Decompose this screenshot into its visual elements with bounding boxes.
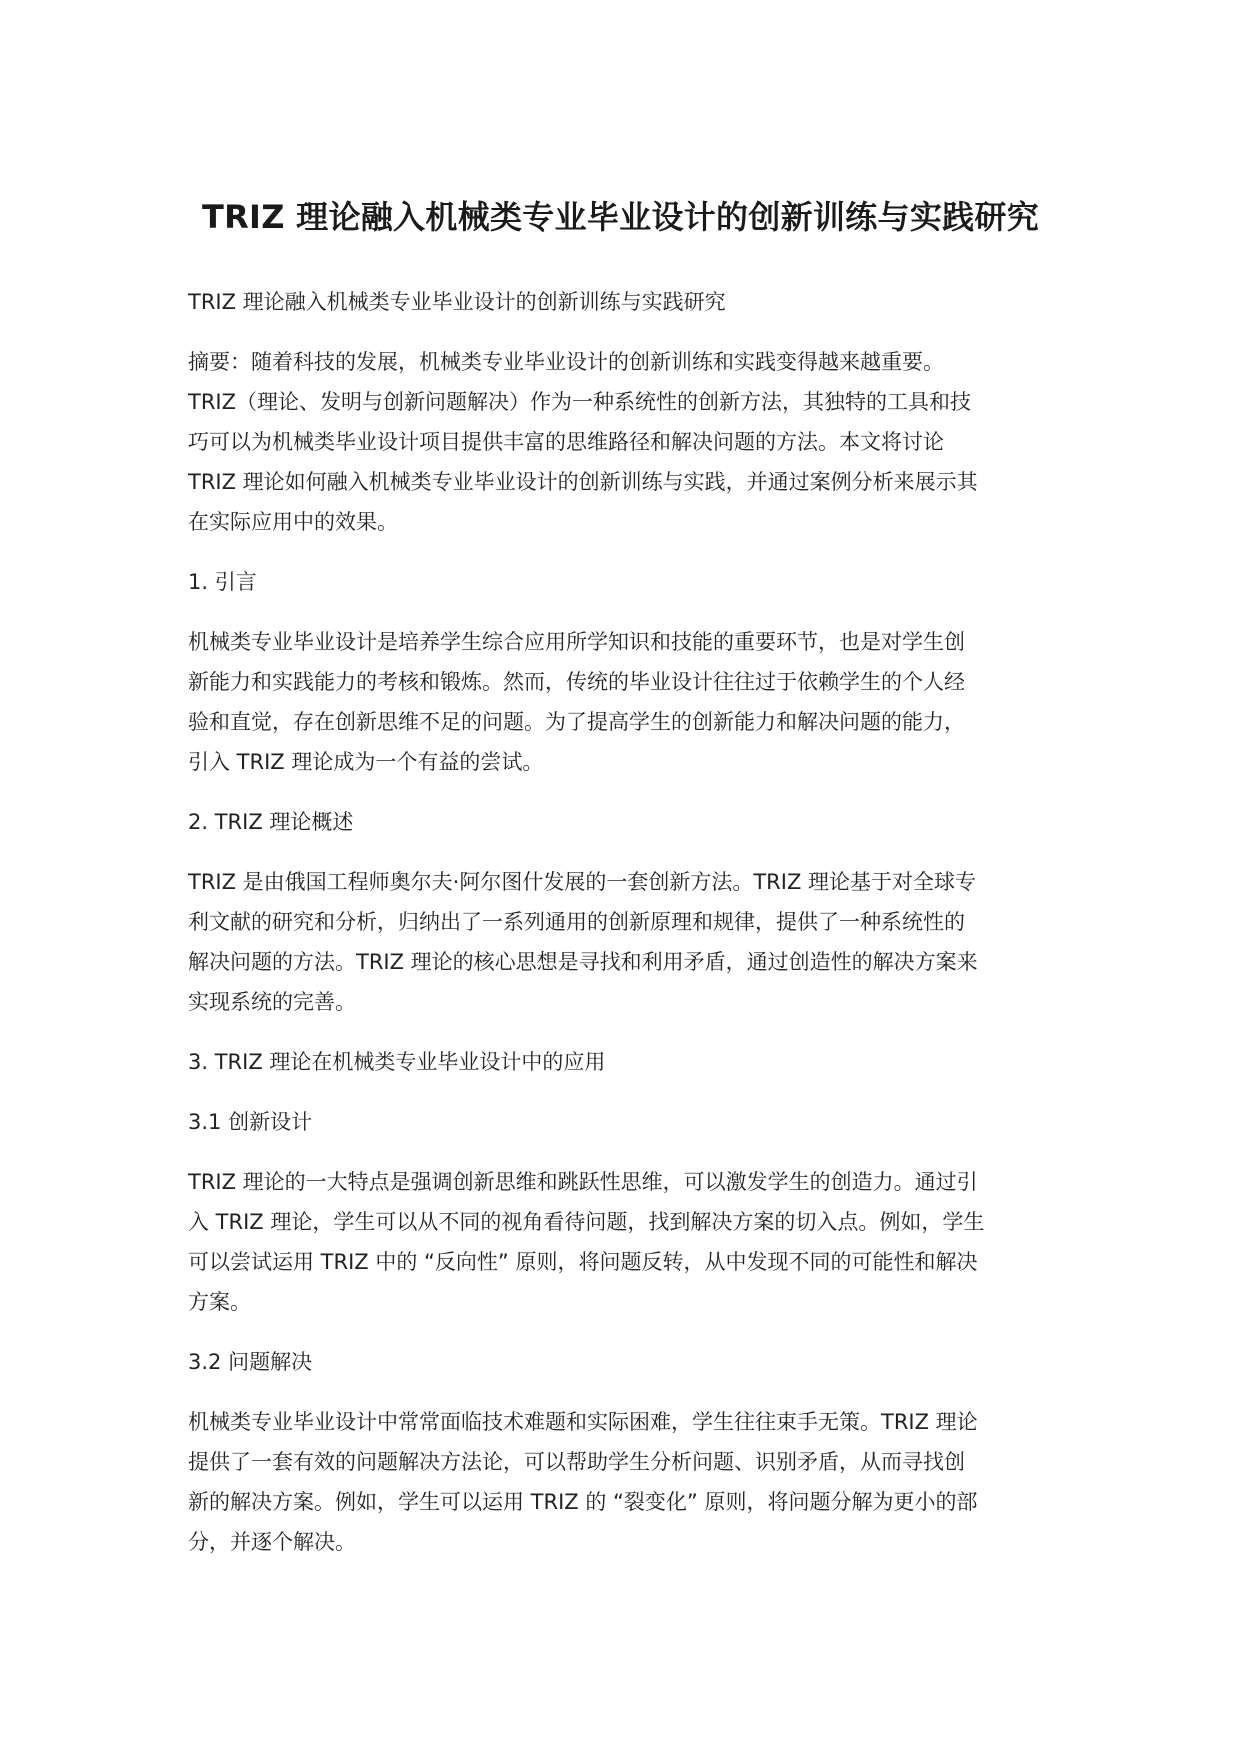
paragraph-line: 引入 TRIZ 理论成为一个有益的尝试。 [188, 750, 544, 774]
paragraph-line: TRIZ 理论的一大特点是强调创新思维和跳跃性思维，可以激发学生的创造力。通过引 [188, 1170, 978, 1194]
heading-text: 3. TRIZ 理论在机械类专业毕业设计中的应用 [188, 1050, 606, 1074]
abstract-paragraph [188, 342, 1056, 542]
overview-paragraph [188, 862, 1056, 1022]
paragraph-line: 新能力和实践能力的考核和锻炼。然而，传统的毕业设计往往过于依赖学生的个人经 [188, 670, 965, 694]
paragraph-line: 解决问题的方法。TRIZ 理论的核心思想是寻找和利用矛盾，通过创造性的解决方案来 [188, 950, 978, 974]
abstract-line: TRIZ 理论如何融入机械类专业毕业设计的创新训练与实践，并通过案例分析来展示其 [188, 470, 978, 494]
document-body [188, 282, 1056, 1582]
heading-text: 3.2 问题解决 [188, 1350, 313, 1374]
paragraph-line: TRIZ 是由俄国工程师奥尔夫·阿尔图什发展的一套创新方法。TRIZ 理论基于对全球专 [188, 870, 977, 894]
abstract-line: 巧可以为机械类毕业设计项目提供丰富的思维路径和解决问题的方法。本文将讨论 [188, 430, 944, 454]
paragraph-line: 方案。 [188, 1290, 251, 1314]
introduction-paragraph [188, 622, 1056, 782]
heading-text: 2. TRIZ 理论概述 [188, 810, 354, 834]
paragraph-line: 提供了一套有效的问题解决方法论，可以帮助学生分析问题、识别矛盾，从而寻找创 [188, 1450, 965, 1474]
paragraph-line: 可以尝试运用 TRIZ 中的 “反向性” 原则，将问题反转，从中发现不同的可能性和解决 [188, 1250, 978, 1274]
heading-text: 3.1 创新设计 [188, 1110, 313, 1134]
document-title: TRIZ 理论融入机械类专业毕业设计的创新训练与实践研究 [201, 198, 1040, 237]
abstract-line: TRIZ（理论、发明与创新问题解决）作为一种系统性的创新方法，其独特的工具和技 [188, 390, 971, 414]
paragraph-line: 分，并逐个解决。 [188, 1530, 356, 1554]
paragraph-line: 机械类专业毕业设计中常常面临技术难题和实际困难，学生往往束手无策。TRIZ 理论 [188, 1410, 978, 1434]
section-heading-overview [188, 802, 1056, 842]
abstract-line: 摘要：随着科技的发展，机械类专业毕业设计的创新训练和实践变得越来越重要。 [188, 350, 944, 374]
section-heading-problem-solving [188, 1342, 1056, 1382]
heading-text: 1. 引言 [188, 570, 257, 594]
paragraph-line: 机械类专业毕业设计是培养学生综合应用所学知识和技能的重要环节，也是对学生创 [188, 630, 965, 654]
section-heading-introduction [188, 562, 1056, 602]
paragraph-line: 实现系统的完善。 [188, 990, 356, 1014]
paragraph-line: 新的解决方案。例如，学生可以运用 TRIZ 的 “裂变化” 原则，将问题分解为更小的部 [188, 1490, 978, 1514]
paragraph-line: 入 TRIZ 理论，学生可以从不同的视角看待问题，找到解决方案的切入点。例如，学生 [188, 1210, 985, 1234]
section-heading-innovative-design [188, 1102, 1056, 1142]
paragraph-line: 验和直觉，存在创新思维不足的问题。为了提高学生的创新能力和解决问题的能力， [188, 710, 965, 734]
innovative-design-paragraph [188, 1162, 1056, 1322]
section-heading-application [188, 1042, 1056, 1082]
document-subtitle [188, 282, 1056, 322]
subtitle-text: TRIZ 理论融入机械类专业毕业设计的创新训练与实践研究 [188, 290, 726, 314]
paragraph-line: 利文献的研究和分析，归纳出了一系列通用的创新原理和规律，提供了一种系统性的 [188, 910, 965, 934]
abstract-line: 在实际应用中的效果。 [188, 510, 398, 534]
problem-solving-paragraph [188, 1402, 1056, 1562]
